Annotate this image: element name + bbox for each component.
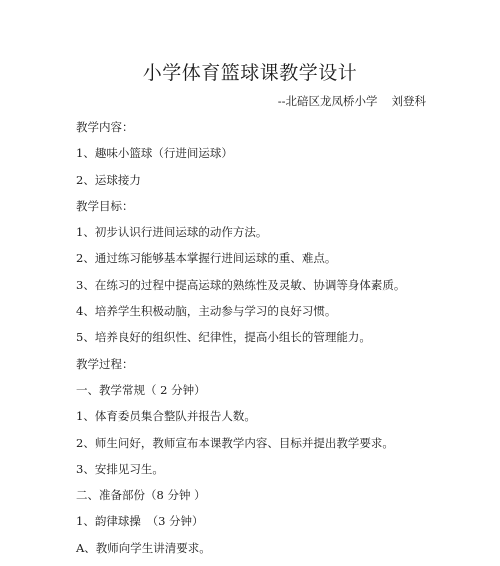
process-step-heading: 二、准备部份（8 分钟 ）	[76, 488, 206, 503]
section-heading-content: 教学内容：	[76, 120, 134, 134]
document-title: 小学体育篮球课教学设计	[142, 62, 358, 84]
process-item: A、教师向学生讲清要求。	[76, 540, 211, 555]
document-body	[76, 114, 476, 561]
process-item: 1、韵律球操 （3 分钟）	[76, 514, 204, 529]
goal-item: 2、通过练习能够基本掌握行进间运球的重、难点。	[76, 251, 337, 266]
author-school: --北碚区龙凤桥小学	[277, 94, 378, 108]
content-item: 1、趣味小篮球（行进间运球）	[76, 146, 233, 161]
process-item: 3、安排见习生。	[76, 461, 164, 476]
author-name: 刘登科	[391, 94, 426, 108]
section-heading-process: 教学过程：	[76, 356, 134, 371]
process-item: 2、师生问好，教师宣布本课教学内容、目标并提出教学要求。	[76, 435, 394, 450]
goal-item: 1、初步认识行进间运球的动作方法。	[76, 225, 268, 240]
author-line	[278, 93, 426, 109]
goal-item: 5、培养良好的组织性、纪律性，提高小组长的管理能力。	[76, 330, 371, 345]
process-item: 1、体育委员集合整队并报告人数。	[76, 409, 256, 424]
goal-item: 4、培养学生积极动脑，主动参与学习的良好习惯。	[76, 304, 337, 319]
content-item: 2、运球接力	[76, 172, 141, 187]
goal-item: 3、在练习的过程中提高运球的熟练性及灵敏、协调等身体素质。	[76, 277, 406, 292]
section-heading-goals: 教学目标：	[76, 198, 134, 213]
process-step-heading: 一、教学常规（ 2 分钟）	[76, 382, 206, 397]
